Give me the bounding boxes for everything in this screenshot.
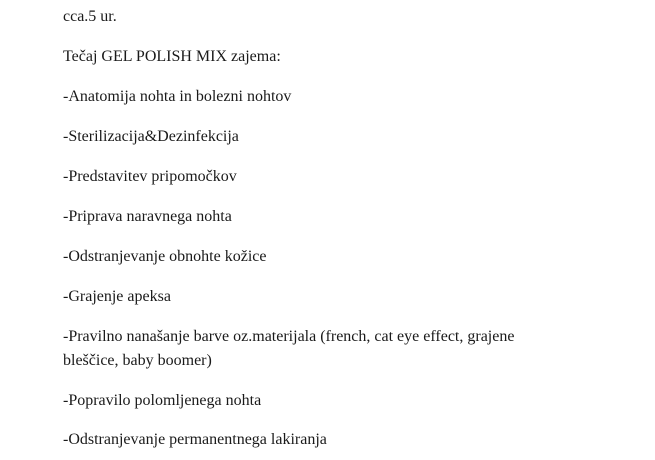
intro-tail-text: cca.5 ur. xyxy=(63,8,117,25)
list-item: -Anatomija nohta in bolezni nohtov xyxy=(63,88,292,105)
list-item-continuation: bleščice, baby boomer) xyxy=(63,352,212,369)
list-item: -Pravilno nanašanje barve oz.materijala (french, cat eye effect, grajene xyxy=(63,328,515,345)
list-item: -Predstavitev pripomočkov xyxy=(63,168,237,185)
list-item: -Grajenje apeksa xyxy=(63,288,171,305)
course-heading: Tečaj GEL POLISH MIX zajema: xyxy=(63,48,281,65)
list-item: -Priprava naravnega nohta xyxy=(63,208,232,225)
list-item: -Popravilo polomljenega nohta xyxy=(63,392,262,409)
list-item: -Odstranjevanje permanentnega lakiranja xyxy=(63,431,327,448)
list-item: -Sterilizacija&Dezinfekcija xyxy=(63,128,239,145)
list-item: -Odstranjevanje obnohte kožice xyxy=(63,248,267,265)
